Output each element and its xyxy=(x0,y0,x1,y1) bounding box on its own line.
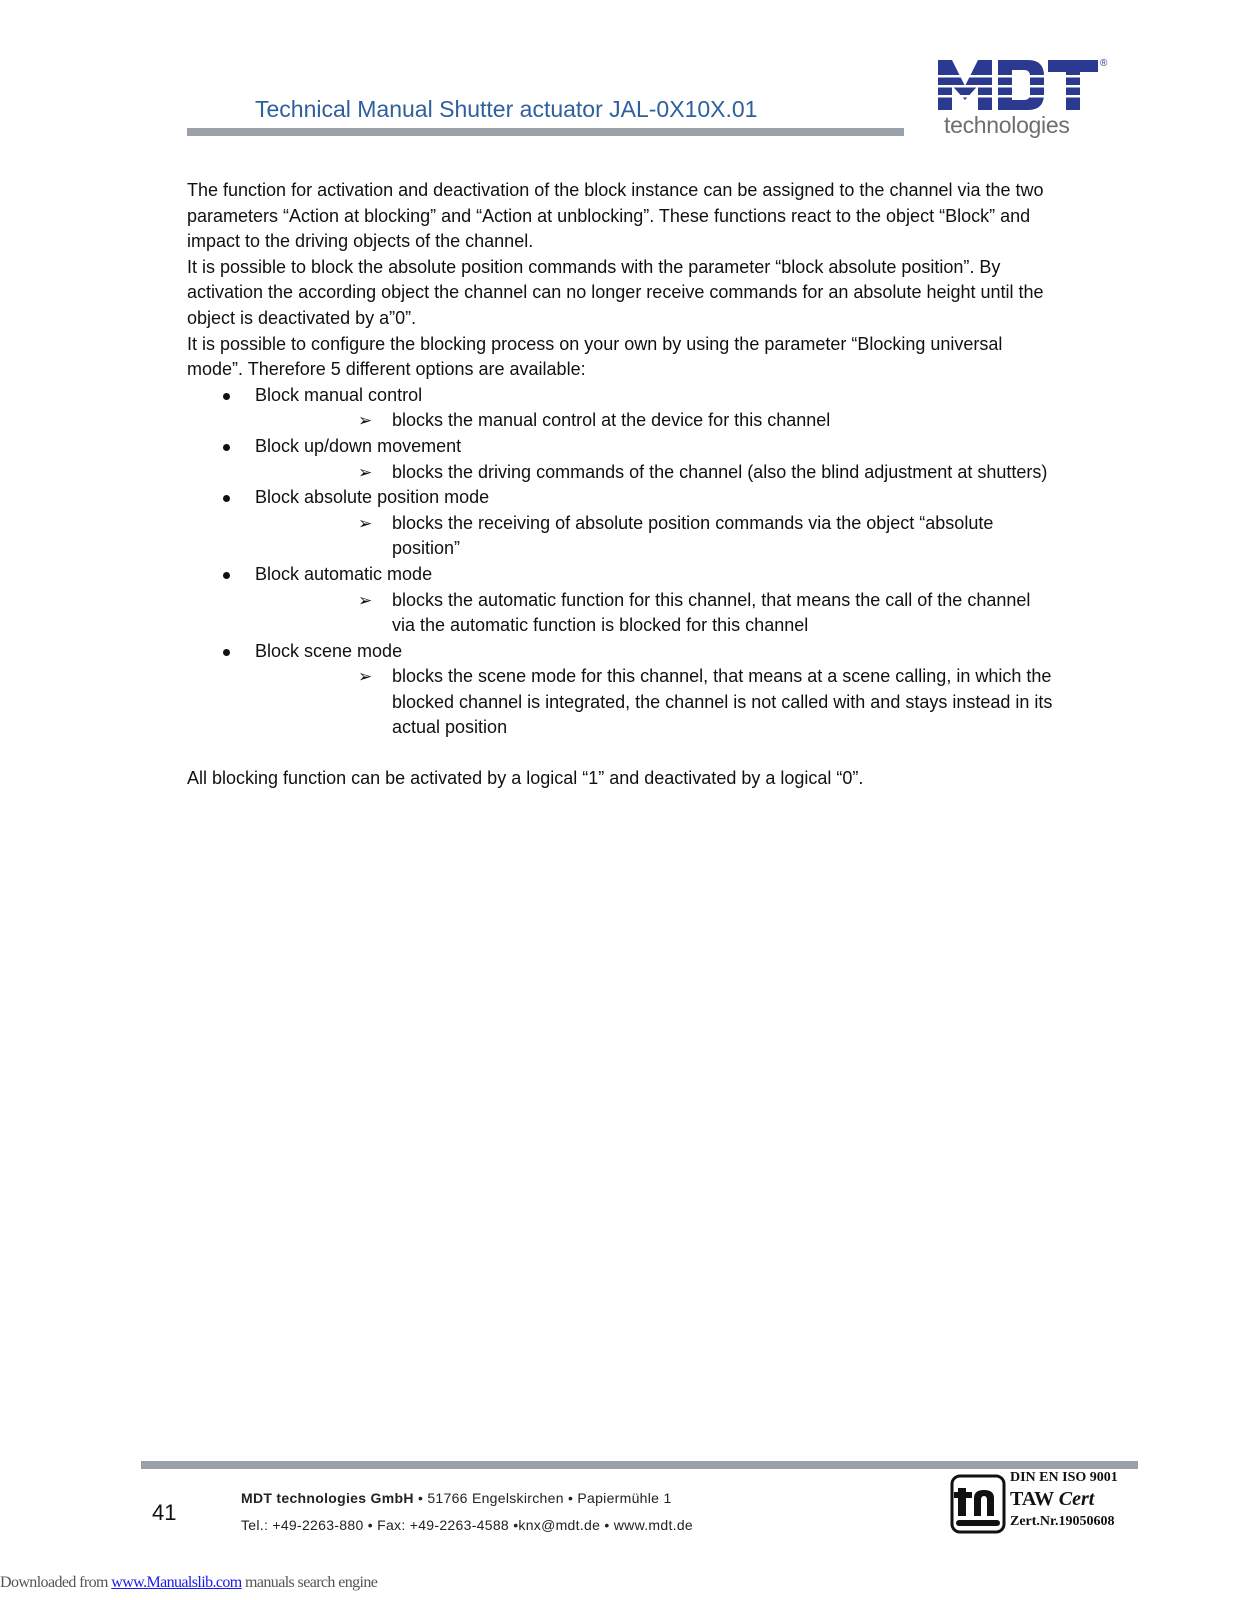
bullet-icon xyxy=(223,495,230,502)
option-detail: blocks the receiving of absolute position commands via the object “absolute position” xyxy=(392,512,994,559)
cert-standard: DIN EN ISO 9001 xyxy=(1010,1470,1118,1485)
body-content xyxy=(187,178,1057,792)
blocking-options-list xyxy=(187,383,1057,741)
option-detail: blocks the scene mode for this channel, that means at a scene calling, in which the blocked channel is integrated, the channel is not called with and stays instead in its actual position xyxy=(392,666,1053,738)
list-item xyxy=(187,485,1057,562)
arrow-bullet-icon: ➢ xyxy=(358,590,373,610)
option-detail: blocks the manual control at the device for this channel xyxy=(392,410,831,431)
manualslib-link[interactable]: www.Manualslib.com xyxy=(111,1574,242,1591)
paragraph-3: It is possible to configure the blocking process on your own by using the parameter “Blocking universal mode”. Therefore 5 different options are available: xyxy=(187,333,1003,380)
bullet-icon xyxy=(223,393,230,400)
bullet-icon xyxy=(223,649,230,656)
bullet-icon xyxy=(223,572,230,579)
option-label: Block manual control xyxy=(255,384,423,405)
mdt-logo-mark xyxy=(938,58,1098,110)
sub-list-item xyxy=(255,408,1057,434)
sub-list-item xyxy=(255,460,1057,486)
certification-text xyxy=(1010,1470,1118,1530)
option-label: Block automatic mode xyxy=(255,563,433,584)
company-address: • 51766 Engelskirchen • Papiermühle 1 xyxy=(413,1490,672,1506)
paragraph-2: It is possible to block the absolute position commands with the parameter “block absolute position”. By activation the according object the channel can no longer receive commands for an absolute height until the object is deactivated by a”0”. xyxy=(187,256,1044,328)
registered-mark: ® xyxy=(1100,58,1108,69)
arrow-bullet-icon: ➢ xyxy=(358,667,373,687)
paragraph-1: The function for activation and deactivation of the block instance can be assigned to the channel via the two parameters “Action at blocking” and “Action at unblocking”. These functions react to the object “Block” and impact to the driving objects of the channel. xyxy=(187,180,1044,252)
arrow-bullet-icon: ➢ xyxy=(358,462,373,482)
header-rule xyxy=(187,128,904,136)
cert-number: Zert.Nr.19050608 xyxy=(1010,1514,1115,1529)
mdt-logo xyxy=(938,58,1110,142)
closing-paragraph: All blocking function can be activated by a logical “1” and deactivated by a logical “0”. xyxy=(187,768,864,789)
list-item xyxy=(187,562,1057,639)
document-title: Technical Manual Shutter actuator JAL-0X10X.01 xyxy=(255,96,758,122)
sub-list-item xyxy=(255,664,1057,741)
list-item xyxy=(187,639,1057,741)
option-label: Block absolute position mode xyxy=(255,487,490,508)
bullet-icon xyxy=(223,444,230,451)
cert-issuer: TAW Cert xyxy=(1010,1488,1095,1510)
arrow-bullet-icon: ➢ xyxy=(358,411,373,431)
arrow-bullet-icon: ➢ xyxy=(358,513,373,533)
download-note: Downloaded from www.Manualslib.com manuals search engine xyxy=(0,1574,378,1591)
sub-list-item xyxy=(255,511,1057,562)
option-label: Block scene mode xyxy=(255,640,403,661)
page-number: 41 xyxy=(152,1500,177,1525)
list-item xyxy=(187,434,1057,485)
logo-subtitle: technologies xyxy=(944,112,1070,138)
option-detail: blocks the automatic function for this channel, that means the call of the channel via the automatic function is blocked for this channel xyxy=(392,589,1031,636)
list-item xyxy=(187,383,1057,434)
option-label: Block up/down movement xyxy=(255,435,462,456)
footer-address xyxy=(241,1490,672,1506)
option-detail: blocks the driving commands of the channel (also the blind adjustment at shutters) xyxy=(392,461,1048,482)
taw-cert-logo xyxy=(950,1474,1006,1534)
footer-contact: Tel.: +49-2263-880 • Fax: +49-2263-4588 •knx@mdt.de • www.mdt.de xyxy=(241,1517,694,1533)
company-name: MDT technologies GmbH xyxy=(241,1490,414,1506)
sub-list-item xyxy=(255,588,1057,639)
footer-rule xyxy=(141,1461,1138,1469)
